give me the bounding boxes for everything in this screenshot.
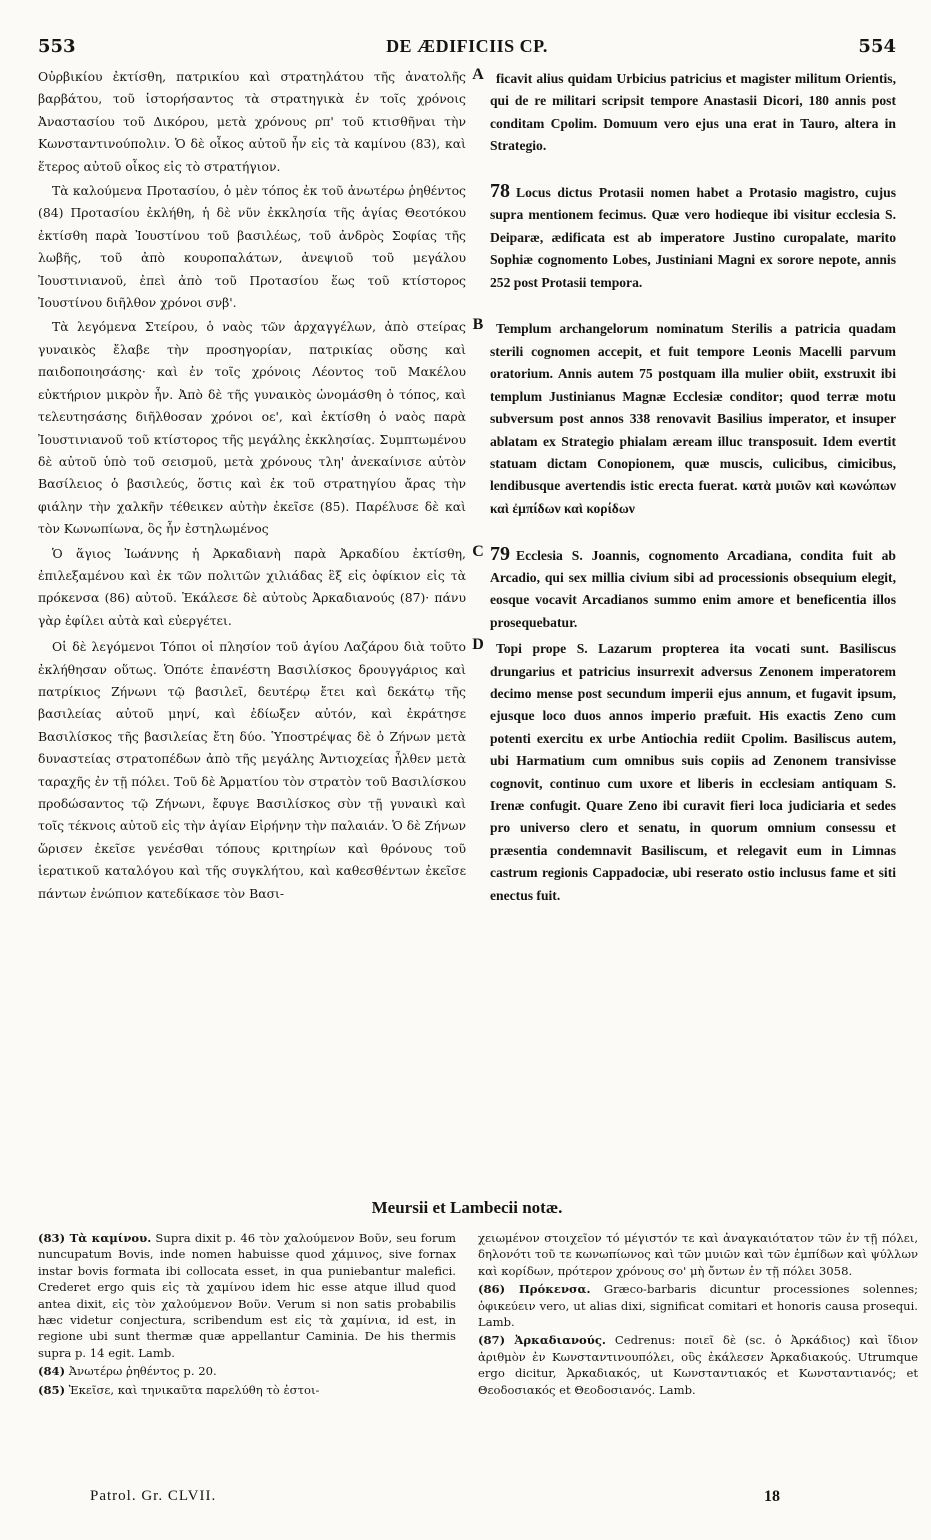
footnotes-left-column [38,1230,456,1400]
footnote-label: (86) Πρόκενσα. [478,1282,591,1297]
greek-paragraph: Ὁ ἅγιος Ἰωάννης ἡ Ἀρκαδιανὴ παρὰ Ἀρκαδίου ἐκτίσθη, ἐπιλεξαμένου καὶ ἐκ τῶν πολιτῶν χιλιάδας ἓξ εἰς ὀφίκιον εἰς τὰ πρόκενσα (86) αὐτοῦ. Ἐκάλεσε δὲ αὐτοὺς Ἀρκαδιανούς (87)· πάνυ γὰρ ἐφίλει αὐτὰ καὶ εὐεργέτει. [38,545,466,628]
main-text [38,66,896,909]
latin-paragraph [490,543,896,635]
greek-paragraph: Οἱ δὲ λεγόμενοι Τόποι οἱ πλησίον τοῦ ἁγίου Λαζάρου διὰ τοῦτο ἐκλήθησαν οὕτως. Ὁπότε ἐπανέστη Βασιλίσκος δρουγγάριος καὶ πατρίκιος Ζήνωνι τῷ βασιλεῖ, δευτέρῳ ἔτει καὶ δεκάτῳ τῆς βασιλείας αὐτοῦ μηνί, καὶ ἐδίωξεν αὐτόν, καὶ ἐκράτησε Βασιλίσκος τῆς βασιλείας ἔτη δύο. Ὑποστρέψας δὲ ὁ Ζήνων μετὰ δυναστείας στρατοπέδων ἀπὸ τῆς μεγάλης Ἀντιοχείας ἦλθεν μετὰ ταραχῆς ἐν τῇ πόλει. Τοῦ δὲ Ἀρματίου τὸν στρατὸν τοῦ Βασιλίσκου προδώσαντος τῷ Ζήνωνι, ἔφυγε Βασιλίσκος σὺν τῇ γυναικὶ καὶ τοῖς τέκνοις αὐτοῦ εἰς τὴν ἁγίαν Εἰρήνην τὴν παλαιάν. Ὁ δὲ Ζήνων ὥρισεν ἐκεῖσε γενέσθαι τόπους κριτηρίων καὶ θρόνους τοῦ ἱερατικοῦ καταλόγου καὶ τῆς συγκλήτου, καὶ καθεσθέντων ἐκεῖσε πάντων ἐνώπιον κατεδίκασε τὸν Βασι- [38,639,466,901]
page-header [38,36,896,60]
footnote [478,1281,918,1330]
footnote-label: (83) Τὰ καμίνου. [38,1231,152,1245]
footnotes [38,1230,919,1400]
page-number-right: 554 [858,36,896,57]
section-marker [466,180,490,314]
signature-mark: 18 [764,1488,780,1505]
footnotes-right-column [478,1230,918,1400]
latin-text: Topi prope S. Lazarum propterea ita vocati sunt. Basiliscus drungarius et patricius insurrexit adversus Zenonem imperatorem decimo mense post secundum imperii ejus annum, et fugavit ipsum, ejusque loco duos annos imperio præfuit. His exactis Zeno cum potenti exercitu ex urbe Antiochia rediit Cpolim. Basiliscus autem, ubi Harmatium cum omnibus suis copiis ad Zenonem transivisse cognovit, continuo cum uxore et liberis in ecclesiam antiquam S. Irenæ confugit. Quare Zeno ibi curavit fieri loca judiciaria et sedes pro universo clero et senatu, in quorum omnium consessu et præsentia condemnavit Basiliscum, et relegavit eum in Limnas castrum regionis Cappadociæ, ubi reserato ostio inclusus fame et siti enectus fuit. [490,641,896,903]
text-row [38,636,896,907]
section-marker: D [472,636,484,654]
latin-text: Templum archangelorum nominatum Sterilis a patricia quadam sterili cognomen accepit, et fuit tempore Leonis Macelli parvum oratorium. Annis autem 75 postquam illa mulier obiit, exstruxit ibi templum Justinianus Magnæ Ecclesiæ conditor; quod terræ motu subversum post annos 338 renovavit Basilius imperator, et insuper ablatam ex Strategio phialam æream illuc transposuit. Idem evertit statuam dictam Conopionem, quæ muscis, culicibus, cimicibus, lendibusque avertendis istic erecta fuerat. κατὰ μυιῶν καὶ κωνώπων καὶ ἐμπίδων καὶ κορίδων [490,321,896,516]
greek-paragraph: Τὰ λεγόμενα Στείρου, ὁ ναὸς τῶν ἀρχαγγέλων, ἀπὸ στείρας γυναικὸς ἔλαβε τὴν προσηγορίαν, πατρικίας οὔσης καὶ παιδοποιησάσης· καὶ ἐν τοῖς χρόνοις Λέοντος τοῦ Μακέλου εὐκτήριον μικρὸν ἦν. Ἀπὸ δὲ τῆς γυναικὸς ὠνομάσθη ὁ τόπος, καὶ τελευτησάσης διῆλθοσαν χρόνοι οε', καὶ ἐκτίσθη ὁ ναὸς παρὰ Ἰουστινιανοῦ τοῦ κτίστορος τῆς μεγάλης ἐκκλησίας. Συμπτωμένου δὲ αὐτοῦ ὑπὸ τοῦ σεισμοῦ, μετὰ χρόνους τλη' ἀνεκαίνισε αὐτὸν Βασίλειος ὁ βασιλεύς, ὅστις καὶ ἐκ τοῦ στρατηγίου ἄρας τὴν φιάλην τὴν χαλκῆν τέθεικεν αὐτὴν ἐκεῖσε (85). Παρέλυσε δὲ καὶ τὸν Κωνωπίωνα, ὃς ἦν ἐστηλωμένος [38,319,466,537]
latin-paragraph [490,636,896,907]
text-row [38,180,896,314]
footnote-text: Ἐκεῖσε, καὶ τηνικαῦτα παρελύθη τὸ ἐστοι- [68,1382,320,1397]
notes-heading: Meursii et Lambecii notæ. [371,1198,563,1217]
section-marker: C [472,542,484,560]
footnote-label: (85) [38,1382,66,1397]
latin-paragraph [490,66,896,178]
footnote-label: (84) [38,1364,66,1379]
chapter-number: 78 [490,180,510,203]
footnote-text: Supra dixit p. 46 τὸν χαλούμενον Βοῦν, seu forum nuncupatum Bovis, inde nomen habuisse quod χάμινος, sive fornax instar bovis formata ibi collocata esset, in qua puniebantur malefici. Crederet ergo quis εἰς τὰ χαμίνου idem hic esse atque illud quod antea dixit, εἰς τὸν χαλούμενον Βοῦν. Verum si non satis probabilis hæc videtur conjectura, scribendum est εἰς τὰ χαμίνια, id est, in regione ubi sunt thermæ quæ appellantur Caminia. De his thermis supra p. 14 egit. Lamb. [38,1231,457,1360]
section-marker: B [472,316,484,334]
footnote [38,1382,456,1398]
text-row [38,316,896,540]
latin-paragraph [490,316,896,540]
text-row [38,66,896,178]
footnote-text: Cedrenus: ποιεῖ δὲ (sc. ὁ Ἀρκάδιος) καὶ ἴδιον ἀριθμὸν ἐν Κωνσταντινουπόλει, οὓς ἐκάλεσεν Ἀρκαδιακούς. Utrumque ergo dicitur, Ἀρκαδιακός, ut Κωνσταντιακός et Κωνσταντιανός; et Θεοδοσιακός et Θεοδοσιανός. Lamb. [478,1333,919,1397]
chapter-number: 79 [490,542,510,565]
latin-text: Locus dictus Protasii nomen habet a Protasio magistro, cujus supra mentionem fecimus. Quæ vero hodieque ibi visitur ecclesia S. Deiparæ, ædificata est ab imperatore Justino curopalate, marito Sophiæ cognomento Lobes, Justiniani Magni ex sorore nepote, annis 252 post Protasii tempora. [490,185,896,290]
footnote [38,1230,456,1361]
latin-text: ficavit alius quidam Urbicius patricius et magister militum Orientis, qui de re militari scripsit tempore Anastasii Dicori, 180 annis post conditam Cpolim. Domuum vero ejus una erat in Tauro, altera in Strategio. [490,71,896,154]
section-marker: A [472,66,484,83]
greek-paragraph: Οὐρβικίου ἐκτίσθη, πατρικίου καὶ στρατηλάτου τῆς ἀνατολῆς βαρβάτου, τοῦ ἱστορήσαντος τὰ στρατηγικὰ ἐν τοῖς χρόνοις Ἀναστασίου τοῦ Δικόρου, μετὰ χρόνους ρπ' τοῦ κτισθῆναι τὴν Κωνσταντινούπολιν. Ὁ δὲ οἶκος αὐτοῦ ἦν εἰς τὰ καμίνου (83), καὶ ἕτερος αὐτοῦ οἶκος εἰς τὸ στρατήγιον. [38,69,466,174]
running-title: DE ÆDIFICIIS CP. [386,36,548,56]
latin-text: Ecclesia S. Joannis, cognomento Arcadiana, condita fuit ab Arcadio, qui sex millia civium sibi ad processionis obsequium elegit, eosque vocavit Arcadianos summo enim amore et beneficentia illos prosequebatur. [490,547,896,630]
footnote [478,1332,918,1398]
footnote-text: χειωμένον στοιχεῖον τό μέγιστόν τε καὶ ἀναγκαιότατον τῶν ἐν τῇ πόλει, δηλονότι τοῦ τε κωνωπίωνος καὶ τῶν μυιῶν καὶ τῶν ἐμπίδων καὶ ψύλλων καὶ κορίδων, πρότερον χρόνους σο' μὴ ὄντων ἐν τῇ πόλει 3058. [478,1231,918,1278]
latin-paragraph [490,180,896,314]
footnote [478,1230,918,1279]
footnote-text: Ἀνωτέρω ῥηθέντος p. 20. [68,1364,217,1379]
series-reference: Patrol. Gr. CLVII. [90,1488,217,1504]
footnote-text: Græco-barbaris dicuntur processiones solennes; ὀφικεύειν vero, ut alias dixi, significat comitari et honoris causa prosequi. Lamb. [478,1282,918,1330]
page-number-left: 553 [38,36,76,57]
text-row [38,543,896,635]
footnote [38,1363,456,1379]
greek-paragraph: Τὰ καλούμενα Προτασίου, ὁ μὲν τόπος ἐκ τοῦ ἀνωτέρω ῥηθέντος (84) Προτασίου ἐκλήθη, ἡ δὲ νῦν ἐκκλησία τῆς ἁγίας Θεοτόκου ἐκτίσθη παρὰ Ἰουστίνου τοῦ βασιλέως, τοῦ ἀνδρὸς Σοφίας τῆς λωβῆς, τοῦ ἀπὸ κουροπαλάτων, ἀνεψιοῦ τοῦ μεγάλου Ἰουστινιανοῦ, ἐπεὶ ἀπὸ τοῦ Προτασίου ἕως τοῦ κτίστορος Ἰουστίνου διῆλθον χρόνοι σνβ'. [38,183,466,311]
footnote-label: (87) Ἀρκαδιανούς. [478,1333,606,1348]
